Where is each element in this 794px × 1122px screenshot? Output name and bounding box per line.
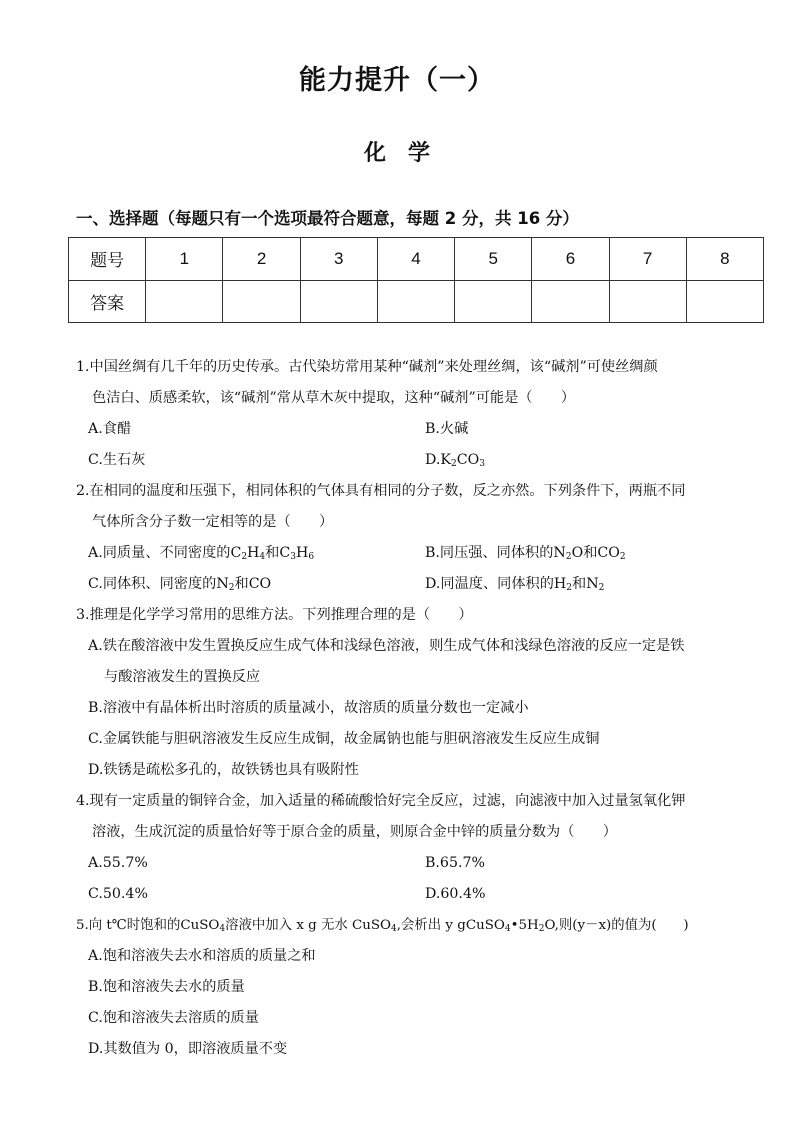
answer-cell[interactable] [146, 280, 223, 323]
questions-list [76, 352, 766, 1065]
table-row-answers [69, 280, 764, 323]
question-1-options-row1 [76, 414, 766, 445]
question-number-cell: 4 [377, 238, 454, 281]
option-d: D.其数值为 0，即溶液质量不变 [88, 1041, 288, 1057]
option-a: A.同质量、不同密度的$C_2H_4$和$C_3H_6$ [88, 545, 315, 562]
option-d: D.60.4% [425, 886, 486, 902]
answer-cell[interactable] [686, 280, 763, 323]
page-title: 能力提升（一） [299, 65, 495, 96]
question-2-options-row1 [76, 538, 766, 569]
option-c: C.同体积、同密度的$N_2$和CO [88, 576, 272, 593]
question-4-options-row2 [76, 879, 766, 910]
option-a: A.食醋 [88, 421, 132, 437]
option-c: C.饱和溶液失去溶质的质量 [88, 1010, 259, 1026]
option-d: $D.K_2CO_3$ [425, 452, 485, 469]
section-heading: 一、选择题（每题只有一个选项最符合题意，每题 2 分，共 16 分） [76, 209, 579, 228]
question-number-cell: 3 [300, 238, 377, 281]
option-d: D.铁锈是疏松多孔的，故铁锈也具有吸附性 [88, 762, 359, 778]
question-number-cell: 1 [146, 238, 223, 281]
question-4-stem: 4.现有一定质量的铜锌合金，加入适量的稀硫酸恰好完全反应，过滤，向滤液中加入过量氢氧化钾 [76, 793, 686, 809]
answer-cell[interactable] [609, 280, 686, 323]
option-b: B.65.7% [425, 855, 486, 871]
question-number-cell: 2 [223, 238, 300, 281]
option-a: A.55.7% [88, 855, 148, 871]
subject-title: 化学 [363, 141, 452, 166]
answer-cell[interactable] [455, 280, 532, 323]
question-1-options-row2 [76, 445, 766, 476]
answer-cell[interactable] [532, 280, 609, 323]
option-b: B.火碱 [425, 421, 469, 437]
answer-table [68, 237, 764, 323]
option-a-cont: 与酸溶液发生的置换反应 [104, 669, 261, 685]
question-2-options-row2 [76, 569, 766, 600]
option-d: D.同温度、同体积的$H_2$和$N_2$ [425, 576, 605, 593]
question-number-cell: 8 [686, 238, 763, 281]
option-c: C.生石灰 [88, 452, 146, 468]
table-row-numbers [69, 238, 764, 281]
question-4-options-row1 [76, 848, 766, 879]
answer-cell[interactable] [300, 280, 377, 323]
answer-cell[interactable] [223, 280, 300, 323]
option-c: C.50.4% [88, 886, 148, 902]
question-2-stem-cont: 气体所含分子数一定相等的是（ ） [92, 514, 334, 530]
row-label-number: 题号 [69, 238, 146, 281]
option-b: B.溶液中有晶体析出时溶质的质量减小，故溶质的质量分数也一定减小 [88, 700, 529, 716]
question-number-cell: 7 [609, 238, 686, 281]
question-1-stem-cont: 色洁白、质感柔软，该“碱剂”常从草木灰中提取，这种“碱剂”可能是（ ） [92, 390, 576, 406]
option-b: B.饱和溶液失去水的质量 [88, 979, 245, 995]
question-4-stem-cont: 溶液，生成沉淀的质量恰好等于原合金的质量，则原合金中锌的质量分数为（ ） [92, 824, 617, 840]
question-number-cell: 6 [532, 238, 609, 281]
answer-cell[interactable] [377, 280, 454, 323]
option-b: B.同压强、同体积的$N_2O$和$CO_2$ [425, 545, 626, 562]
option-a: A.铁在酸溶液中发生置换反应生成气体和浅绿色溶液，则生成气体和浅绿色溶液的反应一定是铁 [88, 638, 685, 654]
question-1-stem: 1.中国丝绸有几千年的历史传承。古代染坊常用某种“碱剂”来处理丝绸，该“碱剂”可使丝绸颜 [76, 359, 658, 375]
question-2-stem: 2.在相同的温度和压强下，相同体积的气体具有相同的分子数，反之亦然。下列条件下，两瓶不同 [76, 483, 686, 499]
option-a: A.饱和溶液失去水和溶质的质量之和 [88, 948, 316, 964]
question-5-stem: 5.向 t℃时饱和的CuSO$_4$溶液中加入 x g 无水 CuSO$_4$,会析出 y $gCuSO_4•5H_2O$,则(y－x)的值为( ) [76, 918, 689, 934]
row-label-answer: 答案 [69, 280, 146, 323]
option-c: C.金属铁能与胆矾溶液发生反应生成铜，故金属钠也能与胆矾溶液发生反应生成铜 [88, 731, 600, 747]
question-3-stem: 3.推理是化学学习常用的思维方法。下列推理合理的是（ ） [76, 607, 473, 623]
question-number-cell: 5 [455, 238, 532, 281]
